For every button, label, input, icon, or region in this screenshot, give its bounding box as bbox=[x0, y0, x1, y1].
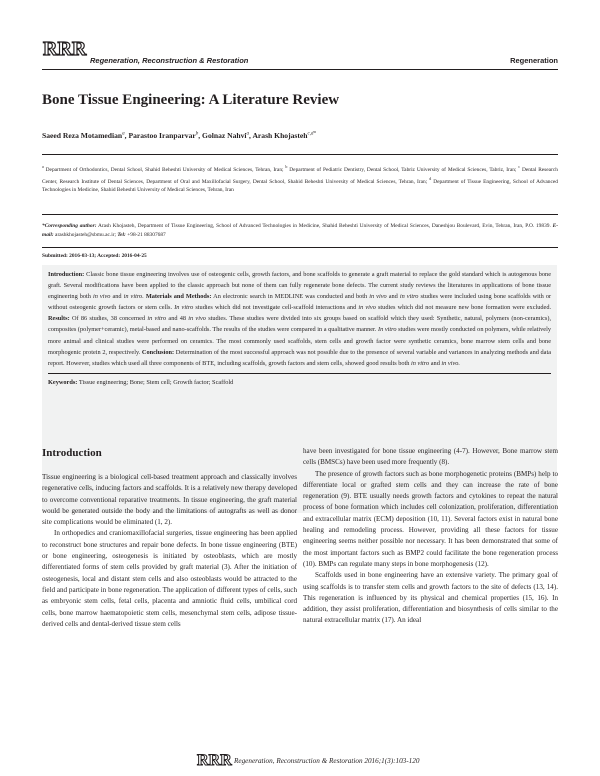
article-title: Bone Tissue Engineering: A Literature Review bbox=[42, 92, 340, 108]
divider bbox=[42, 247, 558, 248]
divider bbox=[42, 214, 558, 215]
section-heading: Introduction bbox=[42, 447, 102, 459]
author-list: Saeed Reza Motamedian$^a$, Parastoo Iranparvar$^b$, Golnaz Nahvi$^a$, Arash Khojasteh$^{c,d*}$ bbox=[42, 131, 316, 140]
paragraph: The presence of growth factors such as bone morphogenetic proteins (BMPs) help to differentiate local or grafted stem cells and they can increase the rate of bone regeneration (9). BTE usually needs growth factors and cytokines to repeat the natural process of bone formation which includes cell colonization, proliferation, differentiation and extracellular matrix (ECM) deposition (10, 11). Several factors exist in natural bone healing and remodeling process. However, providing all these factors for tissue engineering seems neither possible nor necessary. It has been demonstrated that some of the most important factors such as BMP2 could facilitate the bone regeneration process (10). BMPs can regulate many steps in bone morphogenesis (12). bbox=[303, 469, 558, 568]
journal-header bbox=[42, 54, 558, 70]
journal-name: Regeneration, Reconstruction & Restoration bbox=[90, 56, 249, 65]
paragraph: Tissue engineering is a biological cell-based treatment approach and classically involves regenerative cells, inducing factors and scaffolds. It is a relatively new therapy developed to overcome conventional reparative treatments. In tissue engineering, the graft material would be generated outside the body and the limitations of autografts as well as donor site complications would be eliminated (1, 2). bbox=[42, 473, 297, 527]
paragraph: In orthopedics and craniomaxillofacial surgeries, tissue engineering has been applied to reconstruct bone structures and repair bone defects. In bone tissue engineering (BTE) or bone engineering, osteogenesis is initiated by osteoblasts, which are mostly differentiated forms of stem cells provided by graft material (3). After the initiation of osteogenesis, local and distant stem cells and also osteoblasts would be attracted to the field and participate in bone regeneration. The application of different types of cells, such as embryonic stem cells, fetal cells, placenta and amniotic fluid cells, umbilical cord cells, bone marrow haematopoietic stem cells, mesenchymal stem cells, adipose tissue- derived cells and dental-derived tissue stem cells bbox=[42, 529, 297, 628]
divider bbox=[42, 154, 558, 155]
affiliations: $^a$ Department of Orthodontics, Dental School, Shahid Beheshti University of Medical Sciences, Tehran, Iran; $^b$ Department of Pediatric Dentistry, Dental School, Tabriz University of Medical Sciences, Tabriz, Iran; $^c$ Dental Research Center, Research Institute of Dental Sciences, Department of Oral and Maxillofacial Surgery, Dental School, Shahid Beheshti University of Medical Sciences, Tehran, Iran; $^d$ Department of Tissue Engineering, School of Advanced Technologies in Medicine, Shahid Beheshti University of Medical Sciences, Tehran, Iran bbox=[42, 164, 558, 194]
paragraph: Scaffolds used in bone engineering have an extensive variety. The primary goal of using scaffolds is to transfer stem cells and growth factors to the site of defects (13, 14). This regeneration is influenced by its physical and chemical properties (15, 16). In addition, they assist proliferation, differentiation and biosynthesis of cells similar to the natural extracellular matrix (17). An ideal bbox=[303, 571, 558, 625]
author-name: Arash Khojasteh bbox=[252, 131, 308, 140]
section-label: Regeneration bbox=[510, 56, 558, 65]
abstract-text: Introduction: Classic bone tissue engineering involves use of osteogenic cells, growth factors, and bone scaffolds to generate a graft material to replace the gold standard which is autogenous bone graft. Several modifications have been applied to the classic approach but none of them can fully regenerate bone defects. The current study reviews the literatures in applications of bone tissue engineering both in vivo and in vitro. Materials and Methods: An electronic search in MEDLINE was conducted and both in vivo and in vitro studies were included using bone scaffolds with or without osteogenic growth factors or stem cells. In vitro studies which did not investigate cell-scaffold interactions and in vivo studies which did not measure new bone formation were excluded. Results: Of 86 studies, 38 concerned in vitro and 48 in vivo studies. These studies were divided into six groups based on scaffold which they used: Synthetic, natural, polymers (non-ceramics), composites (polymer+ceramic), metal-based and nano-scaffolds. The results of the studies were compared in a qualitative manner. In vitro studies were mostly conducted on polymers, while relatively more animal and clinical studies were performed on ceramics. The most commonly used scaffolds, stem cells and growth factor were synthetic ceramics, bone marrow stem cells and bone morphogenic protein 2, respectively. Conclusion: Determination of the most successful approach was not possible due to the presence of several variable and variances in analyzing methods and data report. However, studies which used all three components of BTE, including scaffolds, growth factors and stem cells, showed good results both in vitro and in vivo. bbox=[48, 271, 552, 367]
footer-logo bbox=[196, 747, 232, 771]
keywords: Keywords: Tissue engineering; Bone; Stem cell; Growth factor; Scaffold bbox=[48, 378, 234, 386]
corresponding-author: *Corresponding author: Arash Khojasteh, Department of Tissue Engineering, School of Advanced Technologies in Medicine, Shahid Beheshti University of Medical Sciences, Daneshjou Boulevard, Evin, Tehran, Iran, P.O. 19839. E-mail: arashkhojasteh@sbmu.ac.ir; Tel: +98-21 88307687 bbox=[42, 223, 558, 238]
body-column-left bbox=[42, 472, 297, 630]
paragraph: have been investigated for bone tissue engineering (4-7). However, Bone marrow stem cells (BMSCs) have been used more frequently (8). bbox=[303, 447, 558, 467]
svg-text:RRR: RRR bbox=[197, 752, 232, 769]
email-link[interactable]: arashkhojasteh@sbmu.ac.ir; bbox=[55, 231, 116, 238]
author-name: Saeed Reza Motamedian bbox=[42, 131, 123, 140]
footer-citation: Regeneration, Reconstruction & Restoration 2016;1(3):103-120 bbox=[234, 757, 420, 765]
author-name: Golnaz Nahvi bbox=[202, 131, 247, 140]
svg-text:RRR: RRR bbox=[43, 38, 87, 60]
submission-dates: Submitted: 2016-03-13; Accepted: 2016-04-25 bbox=[42, 253, 147, 259]
body-column-right bbox=[303, 446, 558, 627]
author-name: Parastoo Iranparvar bbox=[128, 131, 196, 140]
